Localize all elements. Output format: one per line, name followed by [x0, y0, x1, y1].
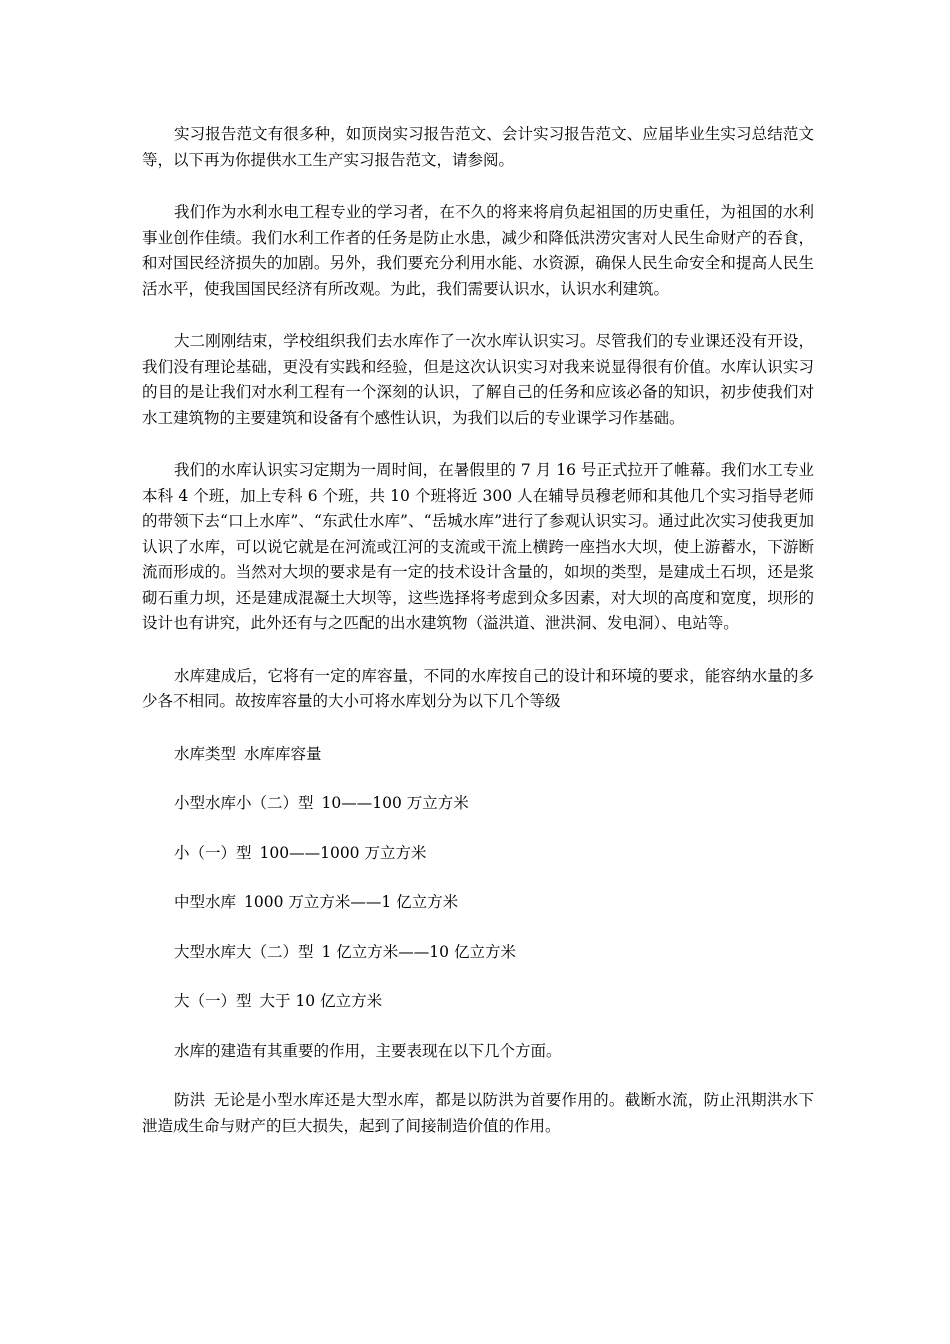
paragraph-internship-purpose: 大二刚刚结束，学校组织我们去水库作了一次水库认识实习。尽管我们的专业课还没有开设，我们没有理论基础，更没有实践和经验，但是这次认识实习对我来说显得很有价值。水库认识实习的目的是让我们对水利工程有一个深刻的认识，了解自己的任务和应该必备的知识，初步使我们对水工建筑物的主要建筑和设备有个感性认识，为我们以后的专业课学习作基础。 — [142, 332, 814, 427]
capacity-table-header — [142, 742, 814, 768]
capacity-table-row — [142, 841, 814, 867]
capacity-type: 小型水库小（二）型 — [174, 794, 314, 812]
capacity-value: 10——100 万立方米 — [321, 794, 469, 812]
paragraph-flood-control — [142, 1088, 814, 1139]
capacity-type: 小（一）型 — [174, 843, 252, 862]
document-body — [142, 122, 814, 1166]
flood-term: 防洪 — [174, 1091, 206, 1109]
capacity-value: 100——1000 万立方米 — [259, 843, 427, 862]
paragraph-internship-details: 我们的水库认识实习定期为一周时间，在暑假里的 7 月 16 号正式拉开了帷幕。我们水工专业本科 4 个班，加上专科 6 个班，共 10 个班将近 300 人在辅导员穆老师和其他几个实习指导老师的带领下去“口上水库”、“东武仕水库”、“岳城水库”进行了参观认识实习。通过此次实习使我更加认识了水库，可以说它就是在河流或江河的支流或干流上横跨一座挡水大坝，使上游蓄水，下游断流而形成的。当然对大坝的要求是有一定的技术设计含量的，如坝的类型，是建成土石坝，还是浆砌石重力坝，还是建成混凝土大坝等，这些选择将考虑到众多因素，对大坝的高度和宽度，坝形的设计也有讲究，此外还有与之匹配的出水建筑物（溢洪道、泄洪洞、发电洞）、电站等。 — [142, 461, 814, 632]
paragraph-intro: 实习报告范文有很多种，如顶岗实习报告范文、会计实习报告范文、应届毕业生实习总结范文等，以下再为你提供水工生产实习报告范文，请参阅。 — [142, 125, 814, 169]
capacity-value: 1 亿立方米——10 亿立方米 — [321, 942, 516, 961]
flood-text: 无论是小型水库还是大型水库，都是以防洪为首要作用的。截断水流，防止汛期洪水下泄造成生命与财产的巨大损失，起到了间接制造价值的作用。 — [142, 1091, 814, 1135]
paragraph-capacity: 水库建成后，它将有一定的库容量，不同的水库按自己的设计和环境的要求，能容纳水量的多少各不相同。故按库容量的大小可将水库划分为以下几个等级 — [142, 666, 814, 710]
capacity-type: 中型水库 — [174, 893, 237, 911]
paragraph-profession: 我们作为水利水电工程专业的学习者，在不久的将来将肩负起祖国的历史重任，为祖国的水利事业创作佳绩。我们水利工作者的任务是防止水患，减少和降低洪涝灾害对人民生命财产的吞食，和对国民经济损失的加剧。另外，我们要充分利用水能、水资源，确保人民生命安全和提高人民生活水平，使我国国民经济有所改观。为此，我们需要认识水，认识水利建筑。 — [142, 203, 814, 298]
capacity-type: 大（一）型 — [174, 992, 252, 1010]
capacity-table-row — [142, 989, 814, 1015]
capacity-value: 1000 万立方米——1 亿立方米 — [244, 893, 459, 911]
capacity-table-row — [142, 940, 814, 966]
capacity-table-row — [142, 791, 814, 817]
capacity-table-row — [142, 890, 814, 916]
capacity-type: 水库类型 — [174, 744, 237, 763]
capacity-type: 大型水库大（二）型 — [174, 942, 314, 961]
paragraph-roles-intro: 水库的建造有其重要的作用，主要表现在以下几个方面。 — [174, 1041, 562, 1060]
capacity-value: 大于 10 亿立方米 — [259, 992, 383, 1010]
capacity-value: 水库库容量 — [244, 744, 322, 763]
